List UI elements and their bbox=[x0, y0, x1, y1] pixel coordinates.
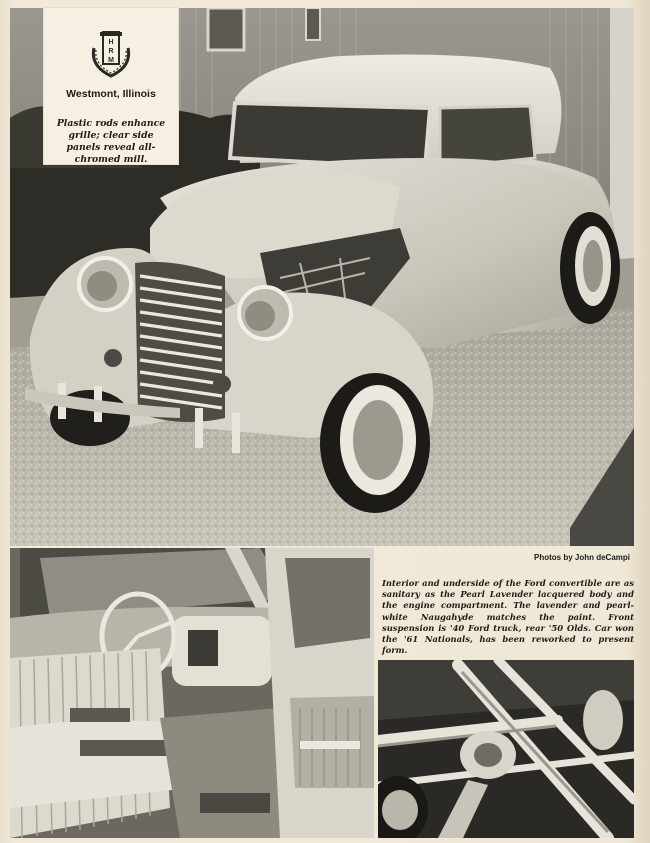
hrm-crest-logo bbox=[86, 28, 136, 80]
svg-text:H: H bbox=[108, 39, 114, 46]
interior-photo bbox=[10, 548, 374, 838]
location-label: Westmont, Illinois bbox=[66, 88, 156, 100]
article-caption: Interior and underside of the Ford convertible are as sanitary as the Pearl Lavender lacquered body and the engine compartment. The lavender and pearl-white Naugahyde matches the paint. Front suspension is '40 Ford truck, rear '50 Olds. Car won the '61 Nationals, has been reworked to present form. bbox=[382, 578, 634, 656]
svg-text:M: M bbox=[108, 57, 114, 64]
underside-photo bbox=[378, 660, 634, 838]
svg-text:R: R bbox=[108, 48, 114, 55]
grille-caption: Plastic rods enhance grille; clear side panels reveal all-chromed mill. bbox=[56, 118, 166, 165]
photo-credit: Photos by John deCampi bbox=[533, 553, 630, 562]
sidebar-card bbox=[44, 8, 178, 164]
